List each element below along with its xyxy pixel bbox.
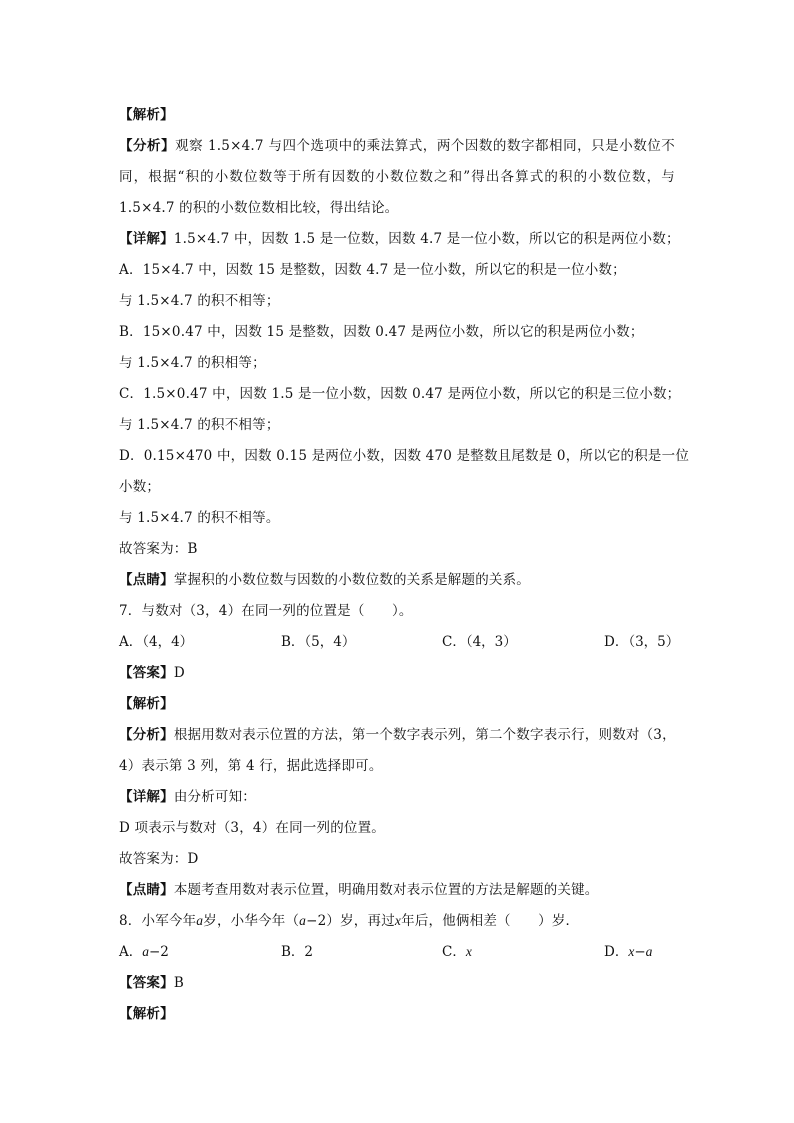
q6-detail-line-3: 与 1.5×4.7 的积不相等； [119, 293, 280, 309]
q6-detail-line-5: 与 1.5×4.7 的积相等； [119, 355, 266, 371]
q8-option-a: A．a−2 [119, 944, 169, 960]
q6-detail-line-1: 【详解】1.5×4.7 中，因数 1.5 是一位数，因数 4.7 是一位小数，所以它的积是两位小数； [119, 231, 680, 247]
q7-stem: 7．与数对（3，4）在同一列的位置是（ ）。 [119, 603, 413, 619]
q8-option-d: D．x−a [604, 944, 653, 960]
q6-analysis-line-2: 同，根据“积的小数位数等于所有因数的小数位数之和”得出各算式的积的小数位数，与 [119, 169, 675, 185]
q8-option-b: B．2 [281, 944, 314, 960]
q7-jiexi-heading: 【解析】 [119, 696, 174, 712]
q8-answer: 【答案】B [119, 975, 184, 991]
q7-option-a: A．（4，4） [119, 634, 194, 650]
q7-final-answer: 故答案为：D [119, 851, 199, 867]
q7-answer: 【答案】D [119, 665, 185, 681]
q7-detail-line-1: 【详解】由分析可知： [119, 789, 257, 805]
q7-option-c: C．（4，3） [442, 634, 517, 650]
q8-jiexi-heading: 【解析】 [119, 1006, 174, 1022]
q7-key-point: 【点睛】本题考查用数对表示位置，明确用数对表示位置的方法是解题的关键。 [119, 882, 599, 898]
q7-option-b: B．（5，4） [281, 634, 356, 650]
q6-key-point: 【点睛】掌握积的小数位数与因数的小数位数的关系是解题的关系。 [119, 572, 531, 588]
q8-option-c: C．x [442, 944, 472, 960]
q6-analysis-line-1: 【分析】观察 1.5×4.7 与四个选项中的乘法算式，两个因数的数字都相同，只是小数位不 [119, 138, 675, 154]
q6-final-answer: 故答案为：B [119, 541, 198, 557]
q6-detail-line-10: 与 1.5×4.7 的积不相等。 [119, 510, 280, 526]
q7-option-d: D．（3，5） [604, 634, 680, 650]
q6-jiexi-heading: 【解析】 [119, 107, 174, 123]
q8-stem: 8．小军今年a岁，小华今年（a−2）岁，再过x年后，他俩相差（ ）岁． [119, 913, 580, 929]
q6-detail-line-7: 与 1.5×4.7 的积不相等； [119, 417, 280, 433]
q6-analysis-line-3: 1.5×4.7 的积的小数位数相比较，得出结论。 [119, 200, 399, 216]
q6-detail-line-8: D．0.15×470 中，因数 0.15 是两位小数，因数 470 是整数且尾数是 0，所以它的积是一位 [119, 448, 690, 464]
q6-detail-line-2: A．15×4.7 中，因数 15 是整数，因数 4.7 是一位小数，所以它的积是一位小数； [119, 262, 626, 278]
q6-detail-line-9: 小数； [119, 479, 161, 495]
q7-detail-line-2: D 项表示与数对（3，4）在同一列的位置。 [119, 820, 385, 836]
q6-detail-line-6: C．1.5×0.47 中，因数 1.5 是一位小数，因数 0.47 是两位小数，所以它的积是三位小数； [119, 386, 681, 402]
q6-detail-line-4: B．15×0.47 中，因数 15 是整数，因数 0.47 是两位小数，所以它的积是两位小数； [119, 324, 644, 340]
q7-analysis-line-1: 【分析】根据用数对表示位置的方法，第一个数字表示列，第二个数字表示行，则数对（3， [119, 727, 676, 743]
q7-analysis-line-2: 4）表示第 3 列，第 4 行，据此选择即可。 [119, 758, 383, 774]
